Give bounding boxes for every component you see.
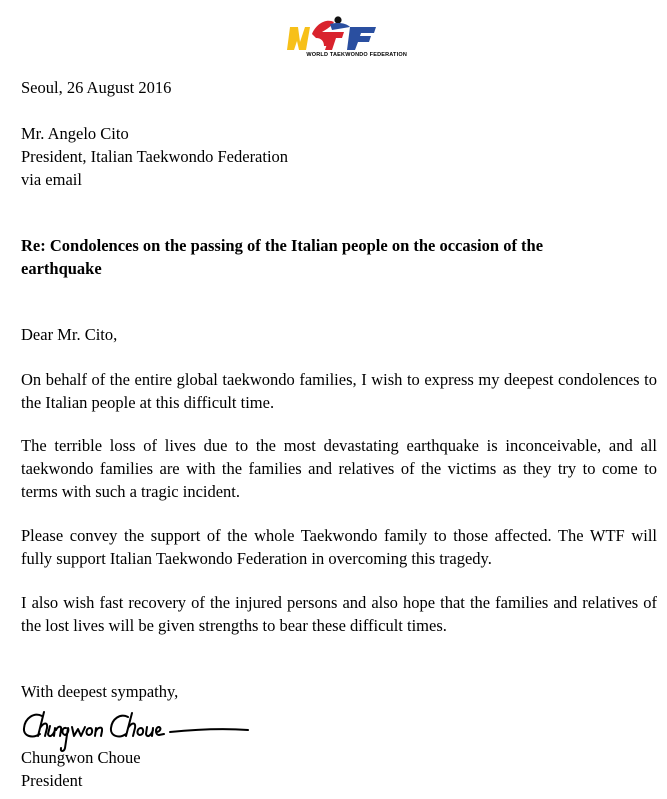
recipient-title: President, Italian Taekwondo Federation — [21, 147, 289, 166]
body-paragraph: The terrible loss of lives due to the most devastating earthquake is inconceivable, and all taekwondo families are with the families and relatives of the victims as they try to come to terms with such a tragic incident. — [21, 436, 657, 501]
signer-title: President — [21, 771, 83, 790]
wtf-logo-icon — [272, 12, 407, 52]
wtf-logo — [272, 12, 407, 60]
recipient-name: Mr. Angelo Cito — [21, 124, 129, 143]
delivery-method: via email — [21, 170, 82, 189]
salutation: Dear Mr. Cito, — [21, 325, 118, 344]
body-paragraph: I also wish fast recovery of the injured persons and also hope that the families and relatives of the lost lives will be given strengths to bear these difficult times. — [21, 593, 657, 635]
place-date: Seoul, 26 August 2016 — [21, 78, 172, 97]
subject-line: Re: Condolences on the passing of the Italian people on the occasion of the — [21, 236, 544, 255]
signer-name: Chungwon Choue — [21, 748, 141, 767]
body-paragraph: On behalf of the entire global taekwondo families, I wish to express my deepest condolences to the Italian people at this difficult time. — [21, 370, 657, 412]
body-paragraph: Please convey the support of the whole Taekwondo family to those affected. The WTF will fully support Italian Taekwondo Federation in overcoming this tragedy. — [21, 526, 657, 568]
subject-line-continued: earthquake — [21, 259, 102, 278]
closing: With deepest sympathy, — [21, 682, 179, 701]
organization-name: WORLD TAEKWONDO FEDERATION — [306, 52, 407, 58]
